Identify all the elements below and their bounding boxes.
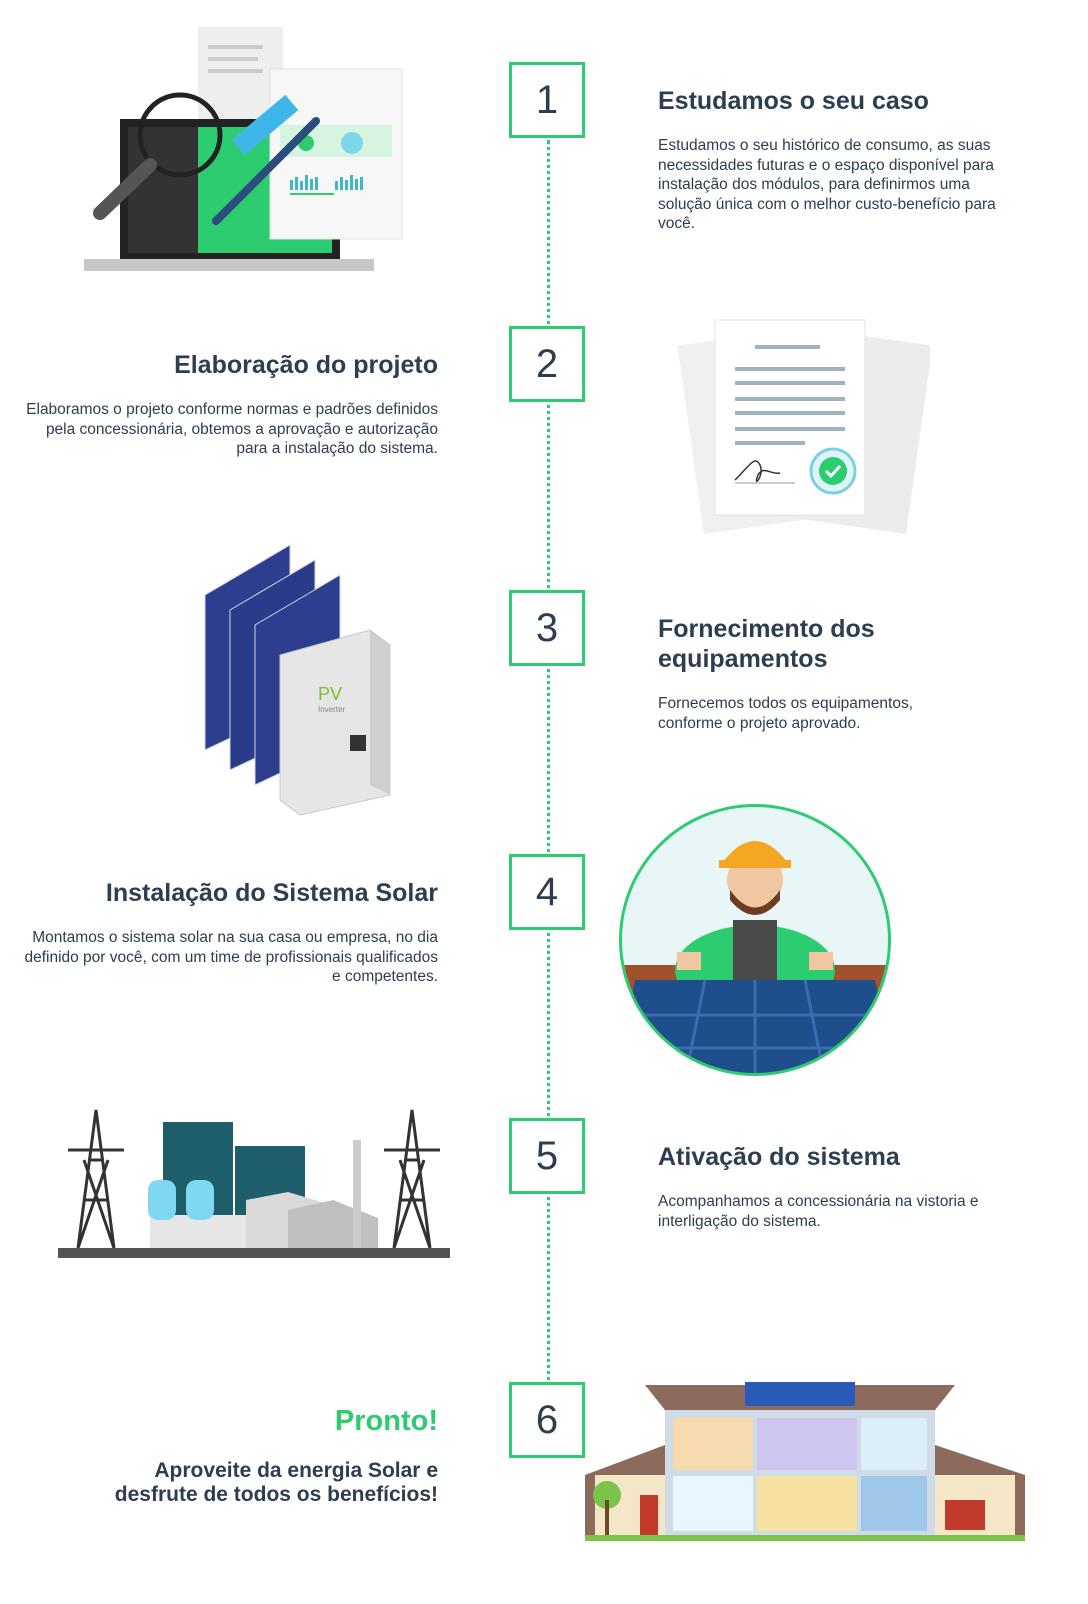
step-number-3: 3 (509, 590, 585, 666)
step-1-title: Estudamos o seu caso (658, 87, 929, 115)
step-3-description: Fornecemos todos os equipamentos, conforme o projeto aprovado. (658, 695, 914, 732)
laptop-analysis-illustration (80, 25, 420, 285)
inverter-brand-label: PV (318, 684, 343, 704)
step-2-title: Elaboração do projeto (174, 351, 438, 379)
installer-illustration (615, 800, 895, 1080)
step-number-2: 2 (509, 326, 585, 402)
step-5-content (658, 1142, 1018, 1231)
step-2-description: Elaboramos o projeto conforme normas e padrões definidos pela concessionária, obtemos a aprovação e autorização para a instalação do sistema. (26, 401, 438, 457)
step-1-content (658, 86, 1018, 234)
step-number-6: 6 (509, 1382, 585, 1458)
step-6-content (98, 1404, 438, 1507)
step-3-content (658, 614, 958, 733)
step-4-description: Montamos o sistema solar na sua casa ou empresa, no dia definido por você, com um time de profissionais qualificados e competentes. (24, 929, 438, 985)
step-5-title: Ativação do sistema (658, 1143, 900, 1171)
step-6-description: Aproveite da energia Solar e desfrute de todos os benefícios! (114, 1458, 438, 1506)
step-4-title: Instalação do Sistema Solar (105, 879, 438, 907)
step-4-content (18, 878, 438, 987)
inverter-sub-label: Inverter (318, 705, 346, 714)
step-2-content (18, 350, 438, 459)
solar-panels-inverter-illustration (200, 540, 400, 820)
step-6-title: Pronto! (334, 1405, 438, 1437)
step-1-description: Estudamos o seu histórico de consumo, as suas necessidades futuras e o espaço disponível para instalação dos módulos, para definirmos uma solução única com o melhor custo-benefício para você. (658, 137, 996, 232)
step-5-description: Acompanhamos a concessionária na vistoria e interligação do sistema. (658, 1193, 979, 1230)
step-number-5: 5 (509, 1118, 585, 1194)
signed-document-illustration (660, 315, 930, 545)
solar-house-illustration (585, 1380, 1025, 1545)
step-number-4: 4 (509, 854, 585, 930)
step-number-1: 1 (509, 62, 585, 138)
step-3-title: Fornecimento dos equipamentos (658, 615, 875, 673)
power-plant-illustration (58, 1100, 450, 1260)
